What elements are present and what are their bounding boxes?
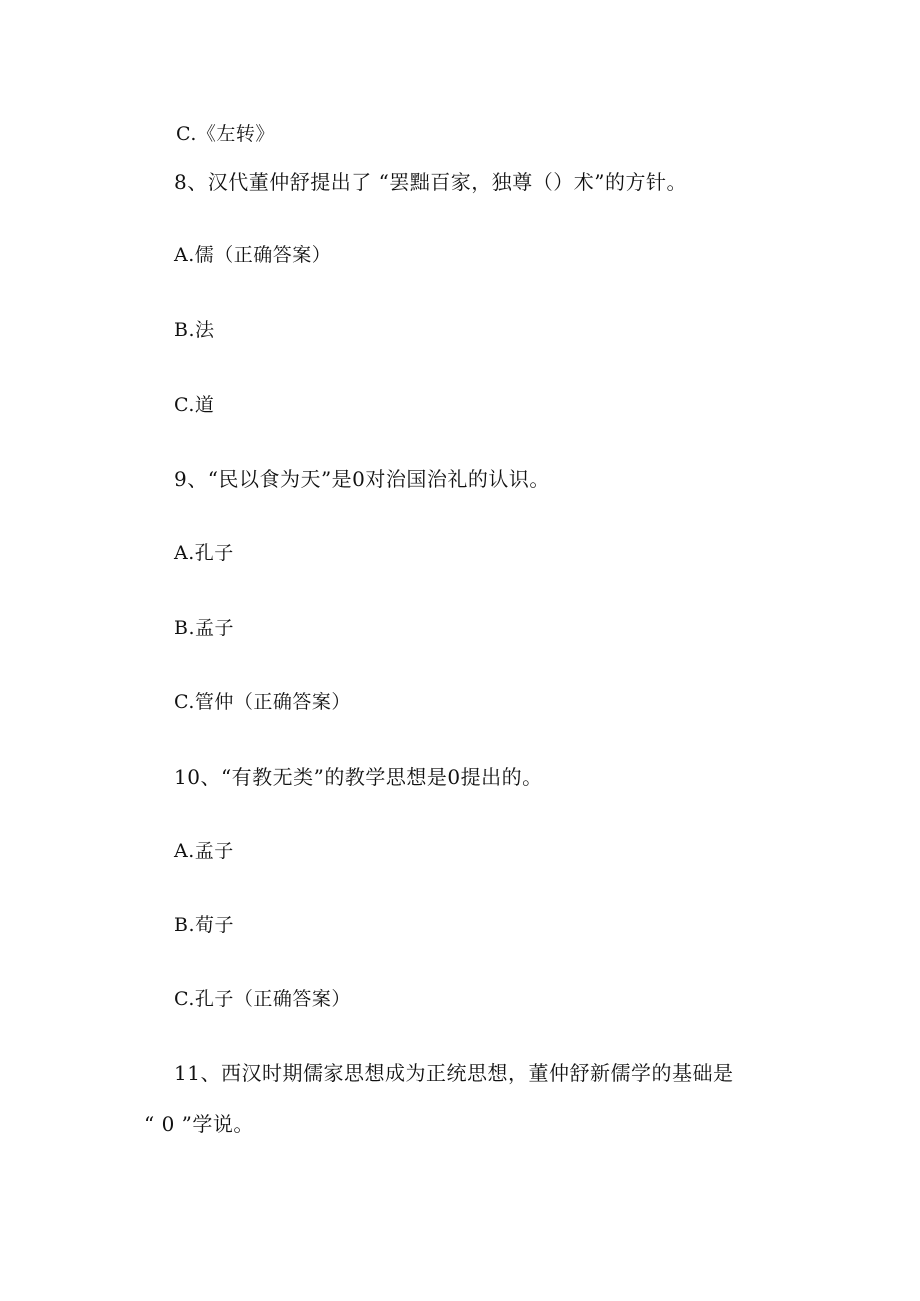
q10-option-c: C.孔子（正确答案） <box>174 988 351 1010</box>
q11-text-continued: “ 0 ”学说。 <box>144 1112 254 1136</box>
q7-option-c: C.《左转》 <box>176 123 275 145</box>
q10-option-a: A.孟子 <box>174 840 234 862</box>
q9-option-c: C.管仲（正确答案） <box>174 691 351 713</box>
q9-text: 9、“民以食为天”是0对治国治礼的认识。 <box>174 467 550 491</box>
q10-text: 10、“有教无类”的教学思想是0提出的。 <box>174 765 543 789</box>
q11-text: 11、西汉时期儒家思想成为正统思想，董仲舒新儒学的基础是 <box>174 1061 734 1085</box>
q9-option-b: B.孟子 <box>174 617 235 639</box>
q8-option-a: A.儒（正确答案） <box>174 244 332 266</box>
q8-option-c: C.道 <box>174 394 215 416</box>
q9-option-a: A.孔子 <box>174 542 234 564</box>
q8-text: 8、汉代董仲舒提出了 “罢黜百家，独尊（）术”的方针。 <box>174 170 688 194</box>
q8-option-b: B.法 <box>174 319 215 341</box>
q10-option-b: B.荀子 <box>174 914 235 936</box>
